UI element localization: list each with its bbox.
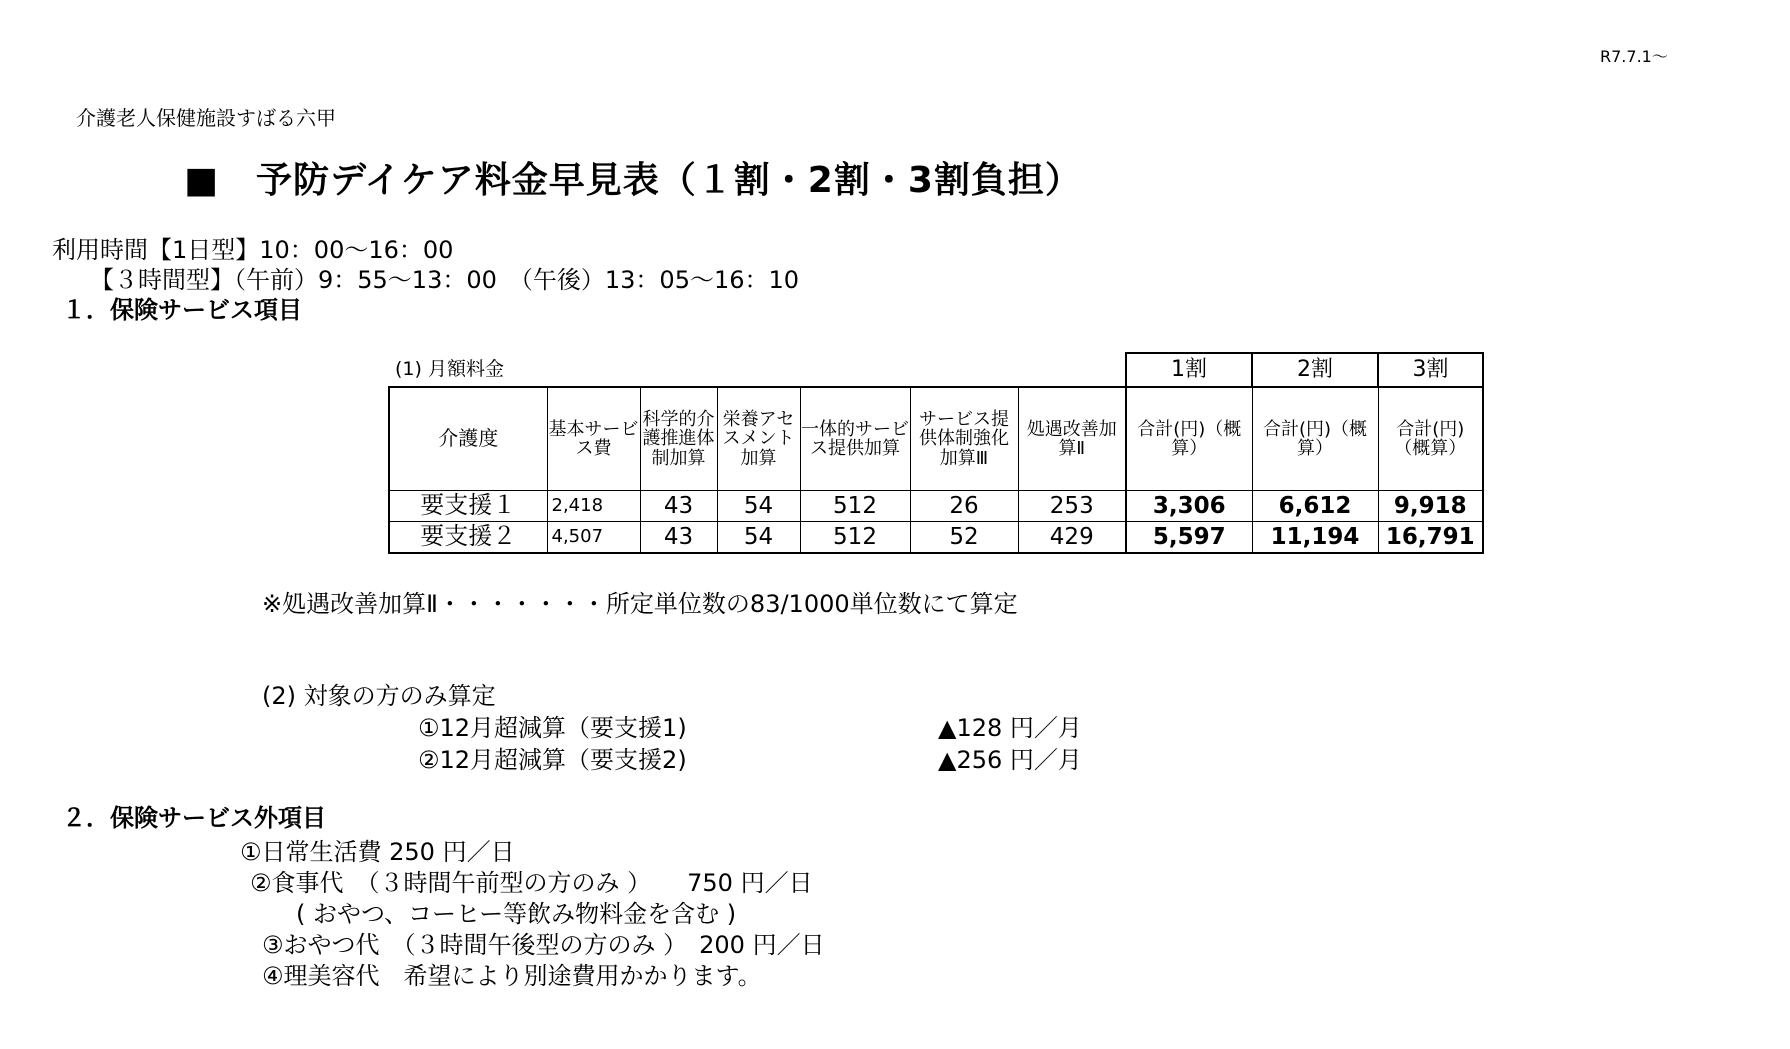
list-item: ③おやつ代 （３時間午後型の方のみ ） 200 円／日 (262, 931, 825, 959)
basic-cell: 2,418 (547, 491, 640, 522)
total-1-cell: 3,306 (1126, 491, 1252, 522)
ratio-header-3: 3割 (1378, 353, 1483, 387)
hours-three-hour: 【３時間型】（午前）9：55～13：00 （午後）13：05～16：10 (90, 266, 800, 294)
conditional-fee-label: ②12月超減算（要支援2) (418, 746, 687, 774)
conditional-fee-label: ①12月超減算（要支援1) (418, 714, 687, 742)
shogu-cell: 429 (1018, 522, 1126, 554)
col-header-basic: 基本サービス費 (547, 387, 640, 491)
monthly-fee-table (388, 352, 1484, 554)
level-cell: 要支援２ (389, 522, 547, 554)
col-header-teikyo: サービス提供体制強化加算Ⅲ (910, 387, 1018, 491)
basic-cell: 4,507 (547, 522, 640, 554)
section2-heading: ２．保険サービス外項目 (62, 804, 326, 832)
ittai-cell: 512 (800, 491, 910, 522)
col-header-eiyo: 栄養アセスメント加算 (717, 387, 800, 491)
conditional-fee-amount: ▲256 円／月 (938, 746, 1082, 774)
facility-name: 介護老人保健施設すばる六甲 (76, 106, 336, 130)
list-item: ①日常生活費 250 円／日 (240, 838, 515, 866)
list-item: ②食事代 （３時間午前型の方のみ ） 750 円／日 (250, 869, 813, 897)
ratio-header-1: 1割 (1126, 353, 1252, 387)
total-1-cell: 5,597 (1126, 522, 1252, 554)
col-header-kagaku: 科学的介護推進体制加算 (640, 387, 717, 491)
list-item: ( おやつ、コーヒー等飲み物料金を含む ) (296, 900, 737, 928)
ratio-header-2: 2割 (1252, 353, 1378, 387)
col-header-shogu: 処遇改善加算Ⅱ (1018, 387, 1126, 491)
eiyo-cell: 54 (717, 522, 800, 554)
hours-full-day: 利用時間【1日型】10：00～16：00 (52, 236, 454, 264)
kagaku-cell: 43 (640, 522, 717, 554)
monthly-fee-label: (1) 月額料金 (389, 353, 1126, 387)
table-row (389, 491, 1483, 522)
total-3-cell: 16,791 (1378, 522, 1483, 554)
page-title: ■ 予防デイケア料金早見表（１割・2割・3割負担） (184, 160, 1082, 201)
table-row (389, 522, 1483, 554)
level-cell: 要支援１ (389, 491, 547, 522)
col-header-kaigo: 介護度 (389, 387, 547, 491)
section1-heading: １．保険サービス項目 (62, 296, 302, 324)
eiyo-cell: 54 (717, 491, 800, 522)
teikyo-cell: 26 (910, 491, 1018, 522)
kagaku-cell: 43 (640, 491, 717, 522)
shogu-cell: 253 (1018, 491, 1126, 522)
list-item: ④理美容代 希望により別途費用かかります。 (262, 962, 762, 990)
col-header-total-3: 合計(円)（概算） (1378, 387, 1483, 491)
total-2-cell: 6,612 (1252, 491, 1378, 522)
teikyo-cell: 52 (910, 522, 1018, 554)
total-3-cell: 9,918 (1378, 491, 1483, 522)
ittai-cell: 512 (800, 522, 910, 554)
total-2-cell: 11,194 (1252, 522, 1378, 554)
conditional-fee-heading: (2) 対象の方のみ算定 (262, 682, 496, 710)
col-header-total-1: 合計(円)（概算） (1126, 387, 1252, 491)
conditional-fee-amount: ▲128 円／月 (938, 714, 1082, 742)
shogu-note: ※処遇改善加算Ⅱ・・・・・・・所定単位数の83/1000単位数にて算定 (262, 590, 1018, 618)
col-header-ittai: 一体的サービス提供加算 (800, 387, 910, 491)
effective-date: R7.7.1～ (1600, 47, 1668, 66)
col-header-total-2: 合計(円)（概算） (1252, 387, 1378, 491)
